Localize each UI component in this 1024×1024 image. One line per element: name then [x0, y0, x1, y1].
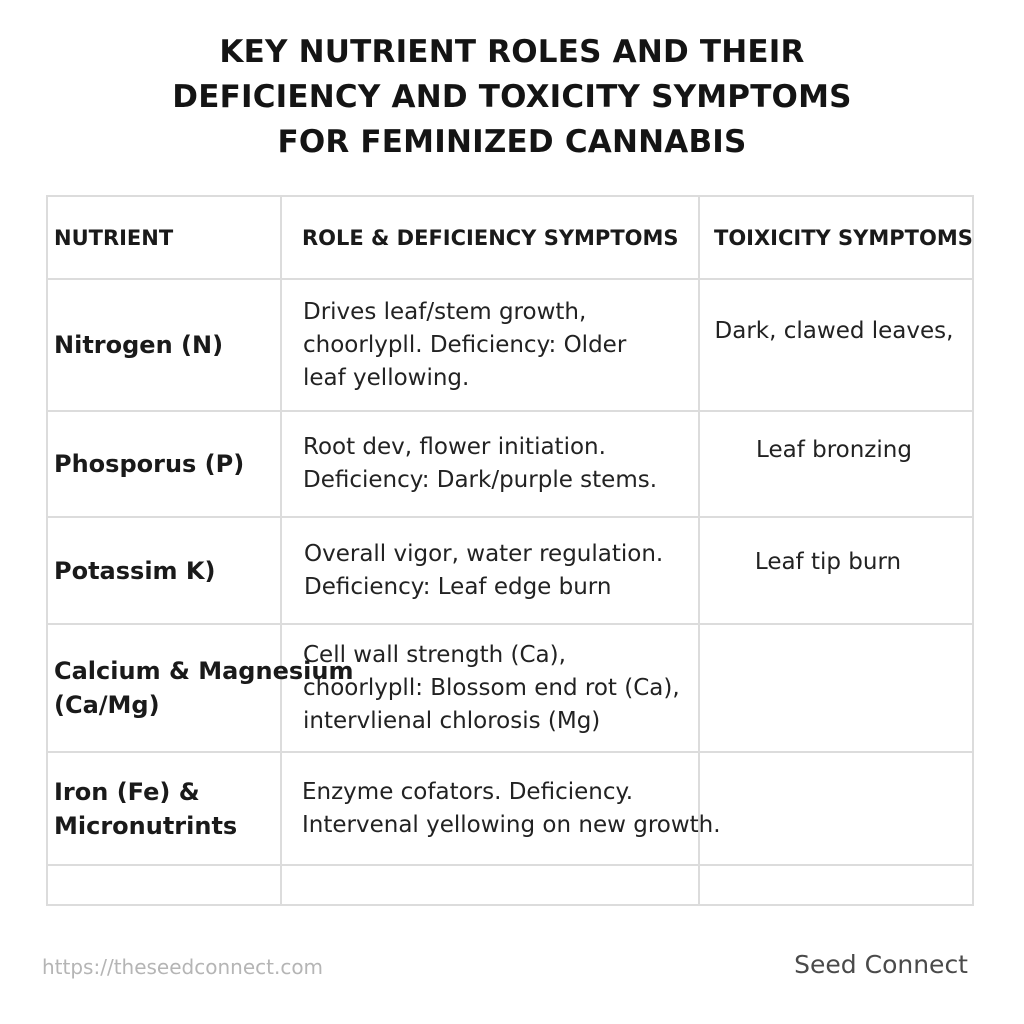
title-line-2: DEFICIENCY AND TOXICITY SYMPTOMS [172, 79, 852, 115]
title-line-1: KEY NUTRIENT ROLES AND THEIR [219, 34, 805, 70]
table-row-1-toxicity: Dark, clawed leaves, [714, 317, 954, 344]
table-row-2-toxicity: Leaf bronzing [756, 436, 912, 463]
table-row-2-nutrient: Phosporus (P) [54, 450, 245, 478]
table-row-3-nutrient: Potassim K) [54, 556, 216, 585]
table-row-1-role: Drives leaf/stem growth, choorlypll. Deficiency: Older leaf yellowing. [303, 298, 627, 391]
table-row-2-role: Root dev, flower initiation. Deficiency: Dark/purple stems. [303, 434, 658, 493]
table-row-3-role: Overall vigor, water regulation. Deficiency: Leaf edge burn [304, 540, 664, 600]
table-row-4-nutrient: Calcium & Magnesium (Ca/Mg) [54, 657, 354, 719]
header-role: ROLE & DEFICIENCY SYMPTOMS [302, 225, 679, 250]
title-line-3: FOR FEMINIZED CANNABIS [277, 124, 747, 160]
header-toxicity: TOIXICITY SYMPTOMS [714, 225, 973, 250]
table-row-5-nutrient: Iron (Fe) & Micronutrints [54, 777, 238, 840]
table-row-5-role: Enzyme cofators. Deficiency. Intervenal yellowing on new growth. [302, 778, 721, 838]
row-divider-5 [46, 864, 974, 866]
footer-url: https://theseedconnect.com [42, 955, 324, 979]
table-row-4-role: Cell wall strength (Ca), choorlypll: Blossom end rot (Ca), intervlienal chlorosis (Mg) [303, 641, 680, 734]
footer-brand: Seed Connect [794, 950, 968, 979]
page-title [0, 30, 1024, 165]
table-row-3-toxicity: Leaf tip burn [754, 549, 902, 575]
table-row-5-toxicity [734, 753, 968, 864]
header-nutrient: NUTRIENT [54, 225, 174, 250]
table-row-4-toxicity [700, 625, 968, 751]
table-row-1-nutrient: Nitrogen (N) [54, 331, 224, 359]
